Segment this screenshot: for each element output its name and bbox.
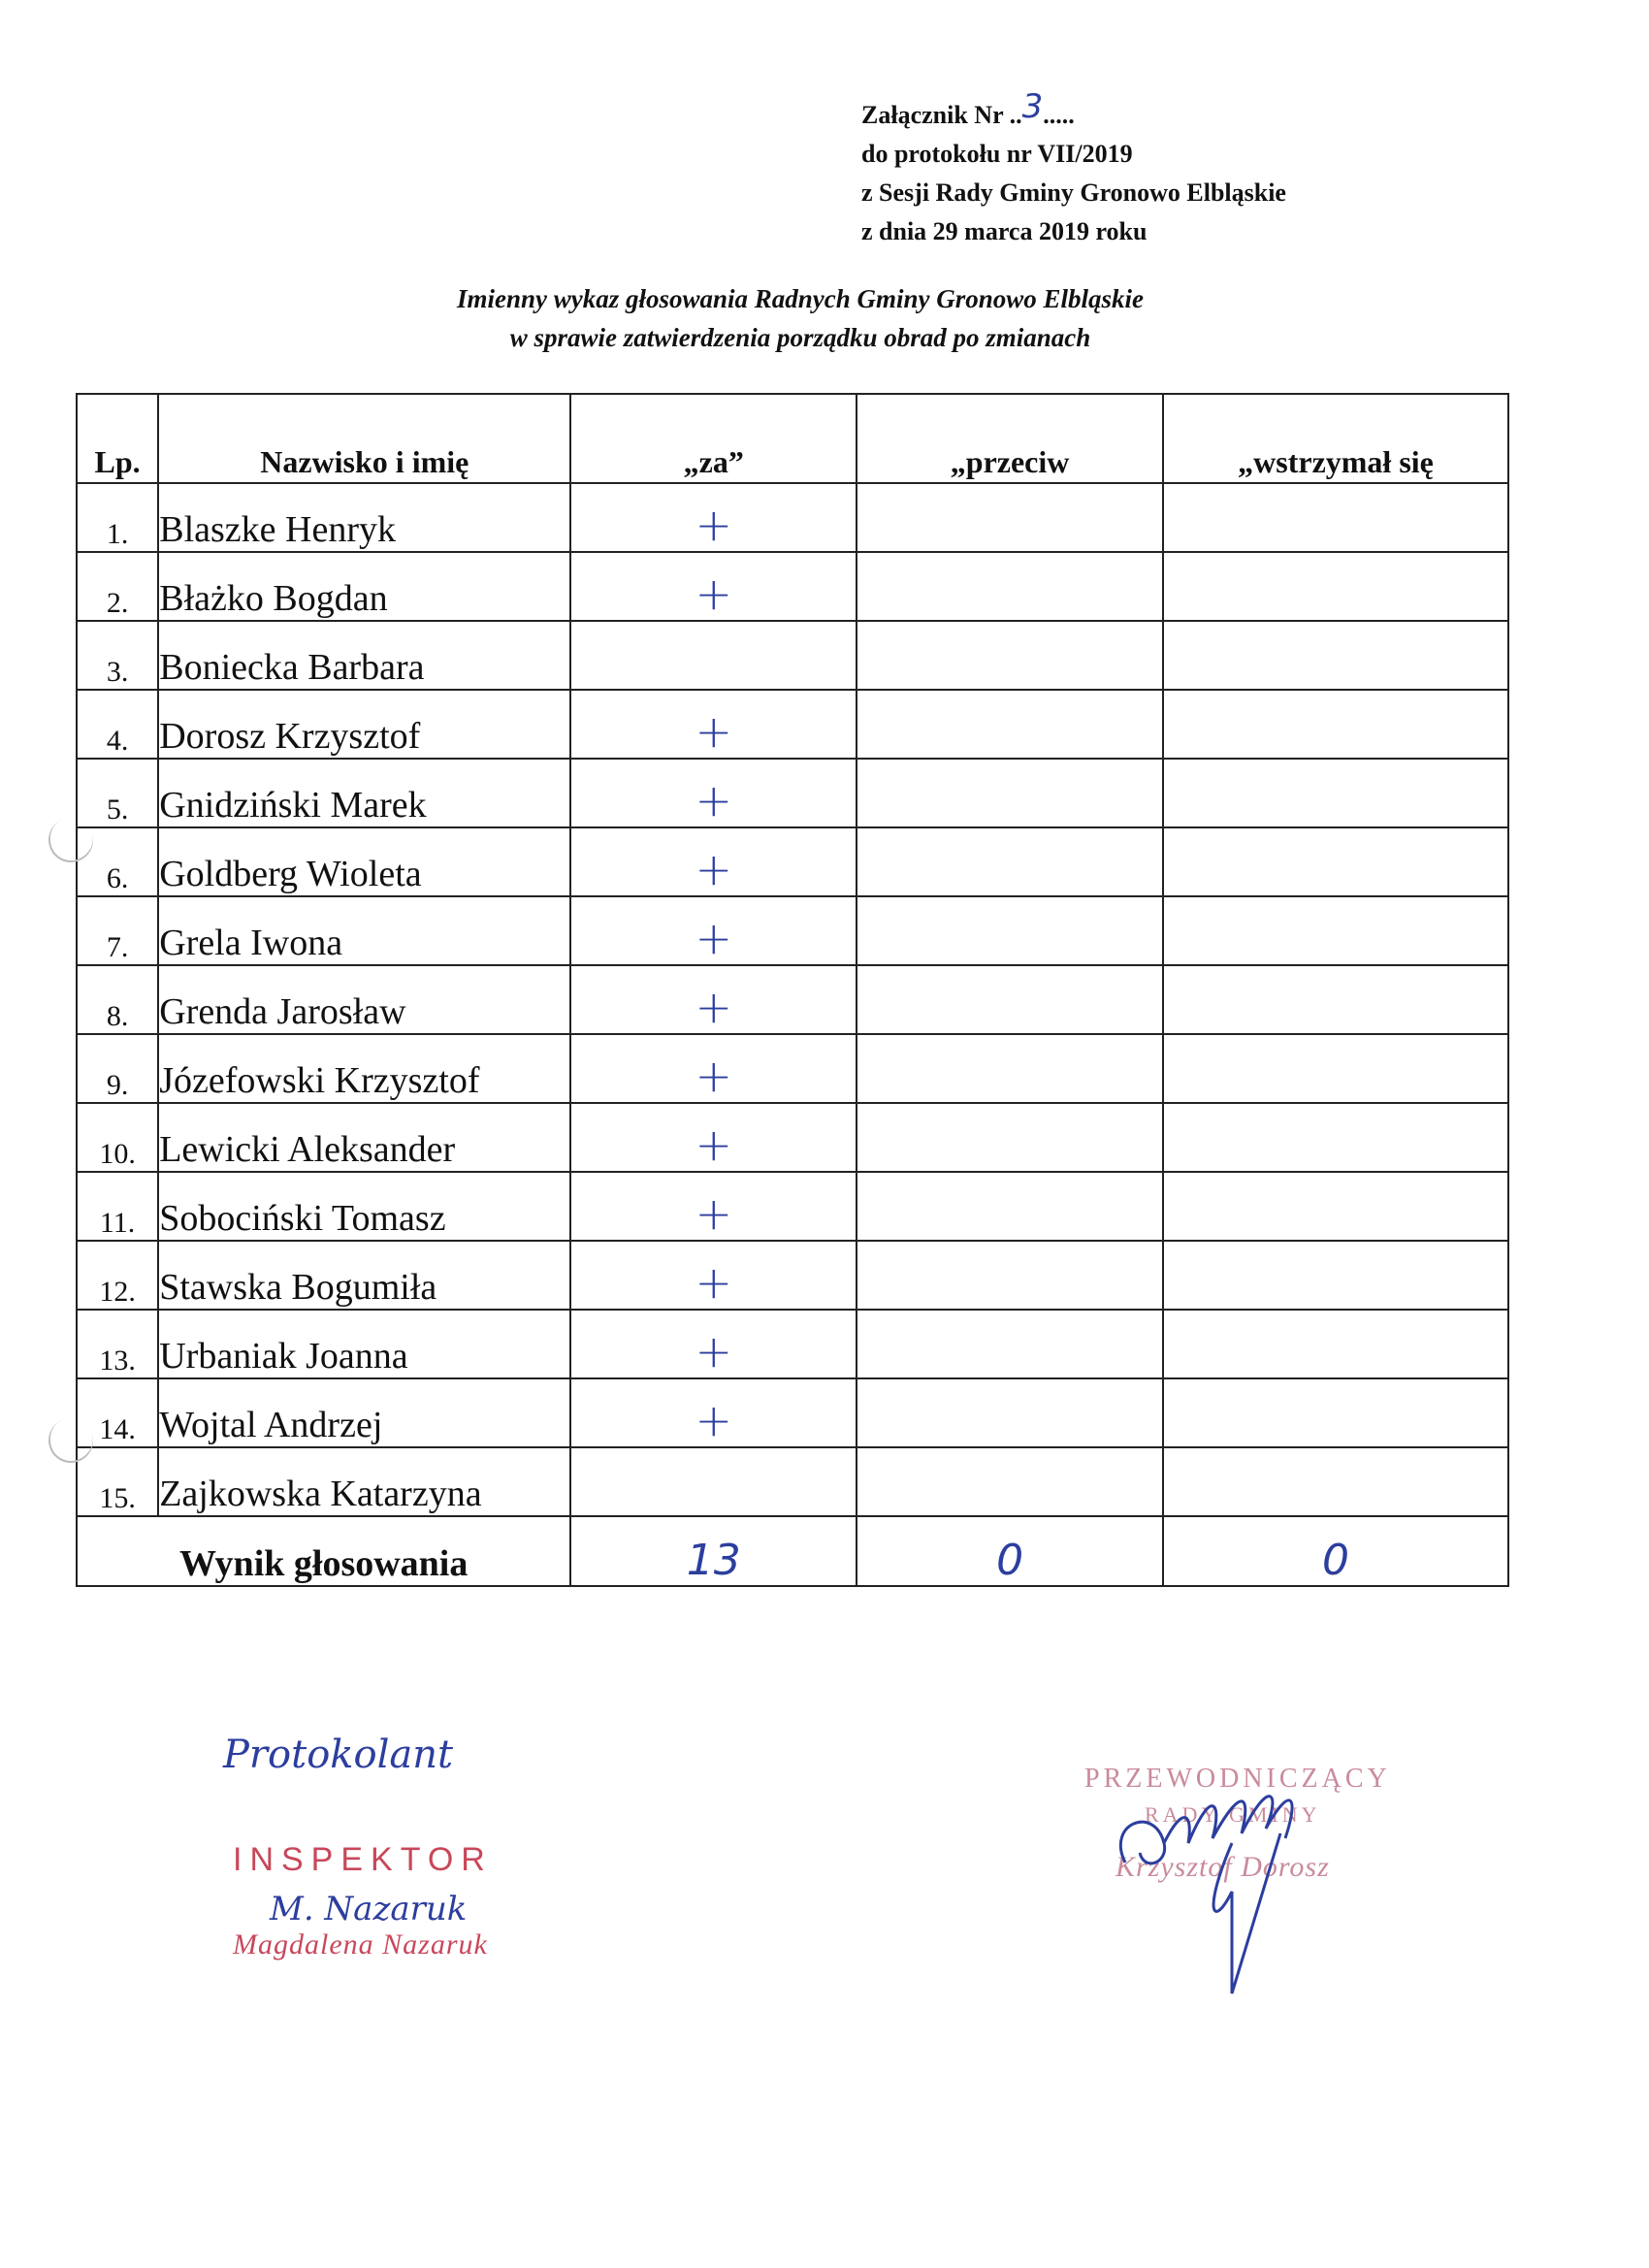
attachment-suffix: ..... <box>1043 101 1075 129</box>
title-line-2: w sprawie zatwierdzenia porządku obrad po zmianach <box>509 323 1091 352</box>
vote-za-mark <box>570 1447 857 1516</box>
col-header-przeciw: „przeciw <box>857 394 1163 483</box>
vote-za-mark: + <box>570 1378 857 1447</box>
councillor-name: Grela Iwona <box>158 896 570 965</box>
vote-wstrzymal-mark <box>1163 1447 1508 1516</box>
protokolant-handwriting: Protokolant <box>223 1733 454 1777</box>
councillor-name: Stawska Bogumiła <box>158 1241 570 1310</box>
table-row <box>77 1310 1508 1378</box>
chair-signature <box>1086 1746 1339 1998</box>
table-header-row <box>77 394 1508 483</box>
result-label: Wynik głosowania <box>77 1516 570 1586</box>
vote-przeciw-mark <box>857 1378 1163 1447</box>
row-number: 13. <box>77 1310 158 1378</box>
table-row <box>77 1378 1508 1447</box>
col-header-lp: Lp. <box>77 394 158 483</box>
chair-stamp-rady: RADY GMINY <box>1145 1802 1321 1827</box>
councillor-name: Blaszke Henryk <box>158 483 570 552</box>
councillor-name: Grenda Jarosław <box>158 965 570 1034</box>
title-line-1: Imienny wykaz głosowania Radnych Gminy Gronowo Elbląskie <box>456 284 1145 313</box>
vote-za-mark: + <box>570 1310 857 1378</box>
row-number: 5. <box>77 759 158 827</box>
vote-za-mark: + <box>570 965 857 1034</box>
vote-za-mark: + <box>570 1034 857 1103</box>
attachment-line <box>861 87 1286 135</box>
vote-wstrzymal-mark <box>1163 483 1508 552</box>
result-za: 13 <box>570 1516 857 1586</box>
vote-przeciw-mark <box>857 1034 1163 1103</box>
vote-przeciw-mark <box>857 621 1163 690</box>
councillor-name: Wojtal Andrzej <box>158 1378 570 1447</box>
vote-wstrzymal-mark <box>1163 690 1508 759</box>
vote-wstrzymal-mark <box>1163 621 1508 690</box>
councillor-name: Zajkowska Katarzyna <box>158 1447 570 1516</box>
vote-wstrzymal-mark <box>1163 1172 1508 1241</box>
inspektor-stamp: INSPEKTOR <box>233 1841 493 1878</box>
vote-za-mark: + <box>570 690 857 759</box>
councillor-name: Józefowski Krzysztof <box>158 1034 570 1103</box>
councillor-name: Sobociński Tomasz <box>158 1172 570 1241</box>
vote-wstrzymal-mark <box>1163 965 1508 1034</box>
vote-za-mark: + <box>570 552 857 621</box>
vote-przeciw-mark <box>857 1103 1163 1172</box>
row-number: 7. <box>77 896 158 965</box>
councillor-name: Błażko Bogdan <box>158 552 570 621</box>
row-number: 1. <box>77 483 158 552</box>
row-number: 6. <box>77 827 158 896</box>
table-row <box>77 690 1508 759</box>
row-number: 9. <box>77 1034 158 1103</box>
vote-wstrzymal-mark <box>1163 896 1508 965</box>
table-row <box>77 483 1508 552</box>
col-header-za: „za” <box>570 394 857 483</box>
col-header-wstrzymal: „wstrzymał się <box>1163 394 1508 483</box>
row-number: 14. <box>77 1378 158 1447</box>
vote-przeciw-mark <box>857 690 1163 759</box>
result-wstrzymal: 0 <box>1163 1516 1508 1586</box>
vote-wstrzymal-mark <box>1163 1103 1508 1172</box>
vote-przeciw-mark <box>857 1310 1163 1378</box>
vote-za-mark: + <box>570 896 857 965</box>
vote-wstrzymal-mark <box>1163 1378 1508 1447</box>
table-row <box>77 1447 1508 1516</box>
vote-wstrzymal-mark <box>1163 827 1508 896</box>
document-title <box>0 279 1600 357</box>
vote-wstrzymal-mark <box>1163 1034 1508 1103</box>
vote-za-mark: + <box>570 759 857 827</box>
table-row <box>77 965 1508 1034</box>
vote-za-mark: + <box>570 1241 857 1310</box>
table-row <box>77 1241 1508 1310</box>
inspektor-signature: M. Nazaruk <box>270 1890 468 1928</box>
inspektor-name-stamp: Magdalena Nazaruk <box>233 1928 488 1960</box>
row-number: 12. <box>77 1241 158 1310</box>
attachment-number: 3 <box>1021 87 1044 126</box>
result-przeciw: 0 <box>857 1516 1163 1586</box>
vote-za-mark <box>570 621 857 690</box>
councillor-name: Dorosz Krzysztof <box>158 690 570 759</box>
vote-przeciw-mark <box>857 1172 1163 1241</box>
table-row <box>77 552 1508 621</box>
vote-wstrzymal-mark <box>1163 759 1508 827</box>
vote-przeciw-mark <box>857 1447 1163 1516</box>
councillor-name: Urbaniak Joanna <box>158 1310 570 1378</box>
vote-wstrzymal-mark <box>1163 1241 1508 1310</box>
vote-za-mark: + <box>570 1172 857 1241</box>
councillor-name: Gnidziński Marek <box>158 759 570 827</box>
vote-przeciw-mark <box>857 552 1163 621</box>
col-header-name: Nazwisko i imię <box>158 394 570 483</box>
vote-przeciw-mark <box>857 965 1163 1034</box>
vote-za-mark: + <box>570 827 857 896</box>
table-row <box>77 1034 1508 1103</box>
table-row <box>77 1172 1508 1241</box>
chair-stamp-name: Krzysztof Dorosz <box>1116 1851 1330 1883</box>
vote-za-mark: + <box>570 483 857 552</box>
attachment-header <box>861 87 1286 251</box>
vote-za-mark: + <box>570 1103 857 1172</box>
result-row <box>77 1516 1508 1586</box>
councillor-name: Boniecka Barbara <box>158 621 570 690</box>
vote-wstrzymal-mark <box>1163 552 1508 621</box>
voting-table <box>76 393 1509 1587</box>
table-row <box>77 759 1508 827</box>
row-number: 10. <box>77 1103 158 1172</box>
chair-stamp-title: PRZEWODNICZĄCY <box>1084 1764 1391 1794</box>
vote-przeciw-mark <box>857 1241 1163 1310</box>
table-row <box>77 896 1508 965</box>
vote-przeciw-mark <box>857 759 1163 827</box>
protocol-line: do protokołu nr VII/2019 <box>861 140 1133 168</box>
table-row <box>77 827 1508 896</box>
councillor-name: Goldberg Wioleta <box>158 827 570 896</box>
session-line: z Sesji Rady Gminy Gronowo Elbląskie <box>861 178 1286 207</box>
vote-przeciw-mark <box>857 483 1163 552</box>
row-number: 2. <box>77 552 158 621</box>
date-line: z dnia 29 marca 2019 roku <box>861 217 1148 245</box>
vote-przeciw-mark <box>857 896 1163 965</box>
table-row <box>77 621 1508 690</box>
row-number: 3. <box>77 621 158 690</box>
row-number: 15. <box>77 1447 158 1516</box>
table-row <box>77 1103 1508 1172</box>
vote-przeciw-mark <box>857 827 1163 896</box>
attachment-prefix: Załącznik Nr .. <box>861 101 1022 129</box>
row-number: 4. <box>77 690 158 759</box>
row-number: 11. <box>77 1172 158 1241</box>
councillor-name: Lewicki Aleksander <box>158 1103 570 1172</box>
row-number: 8. <box>77 965 158 1034</box>
vote-wstrzymal-mark <box>1163 1310 1508 1378</box>
